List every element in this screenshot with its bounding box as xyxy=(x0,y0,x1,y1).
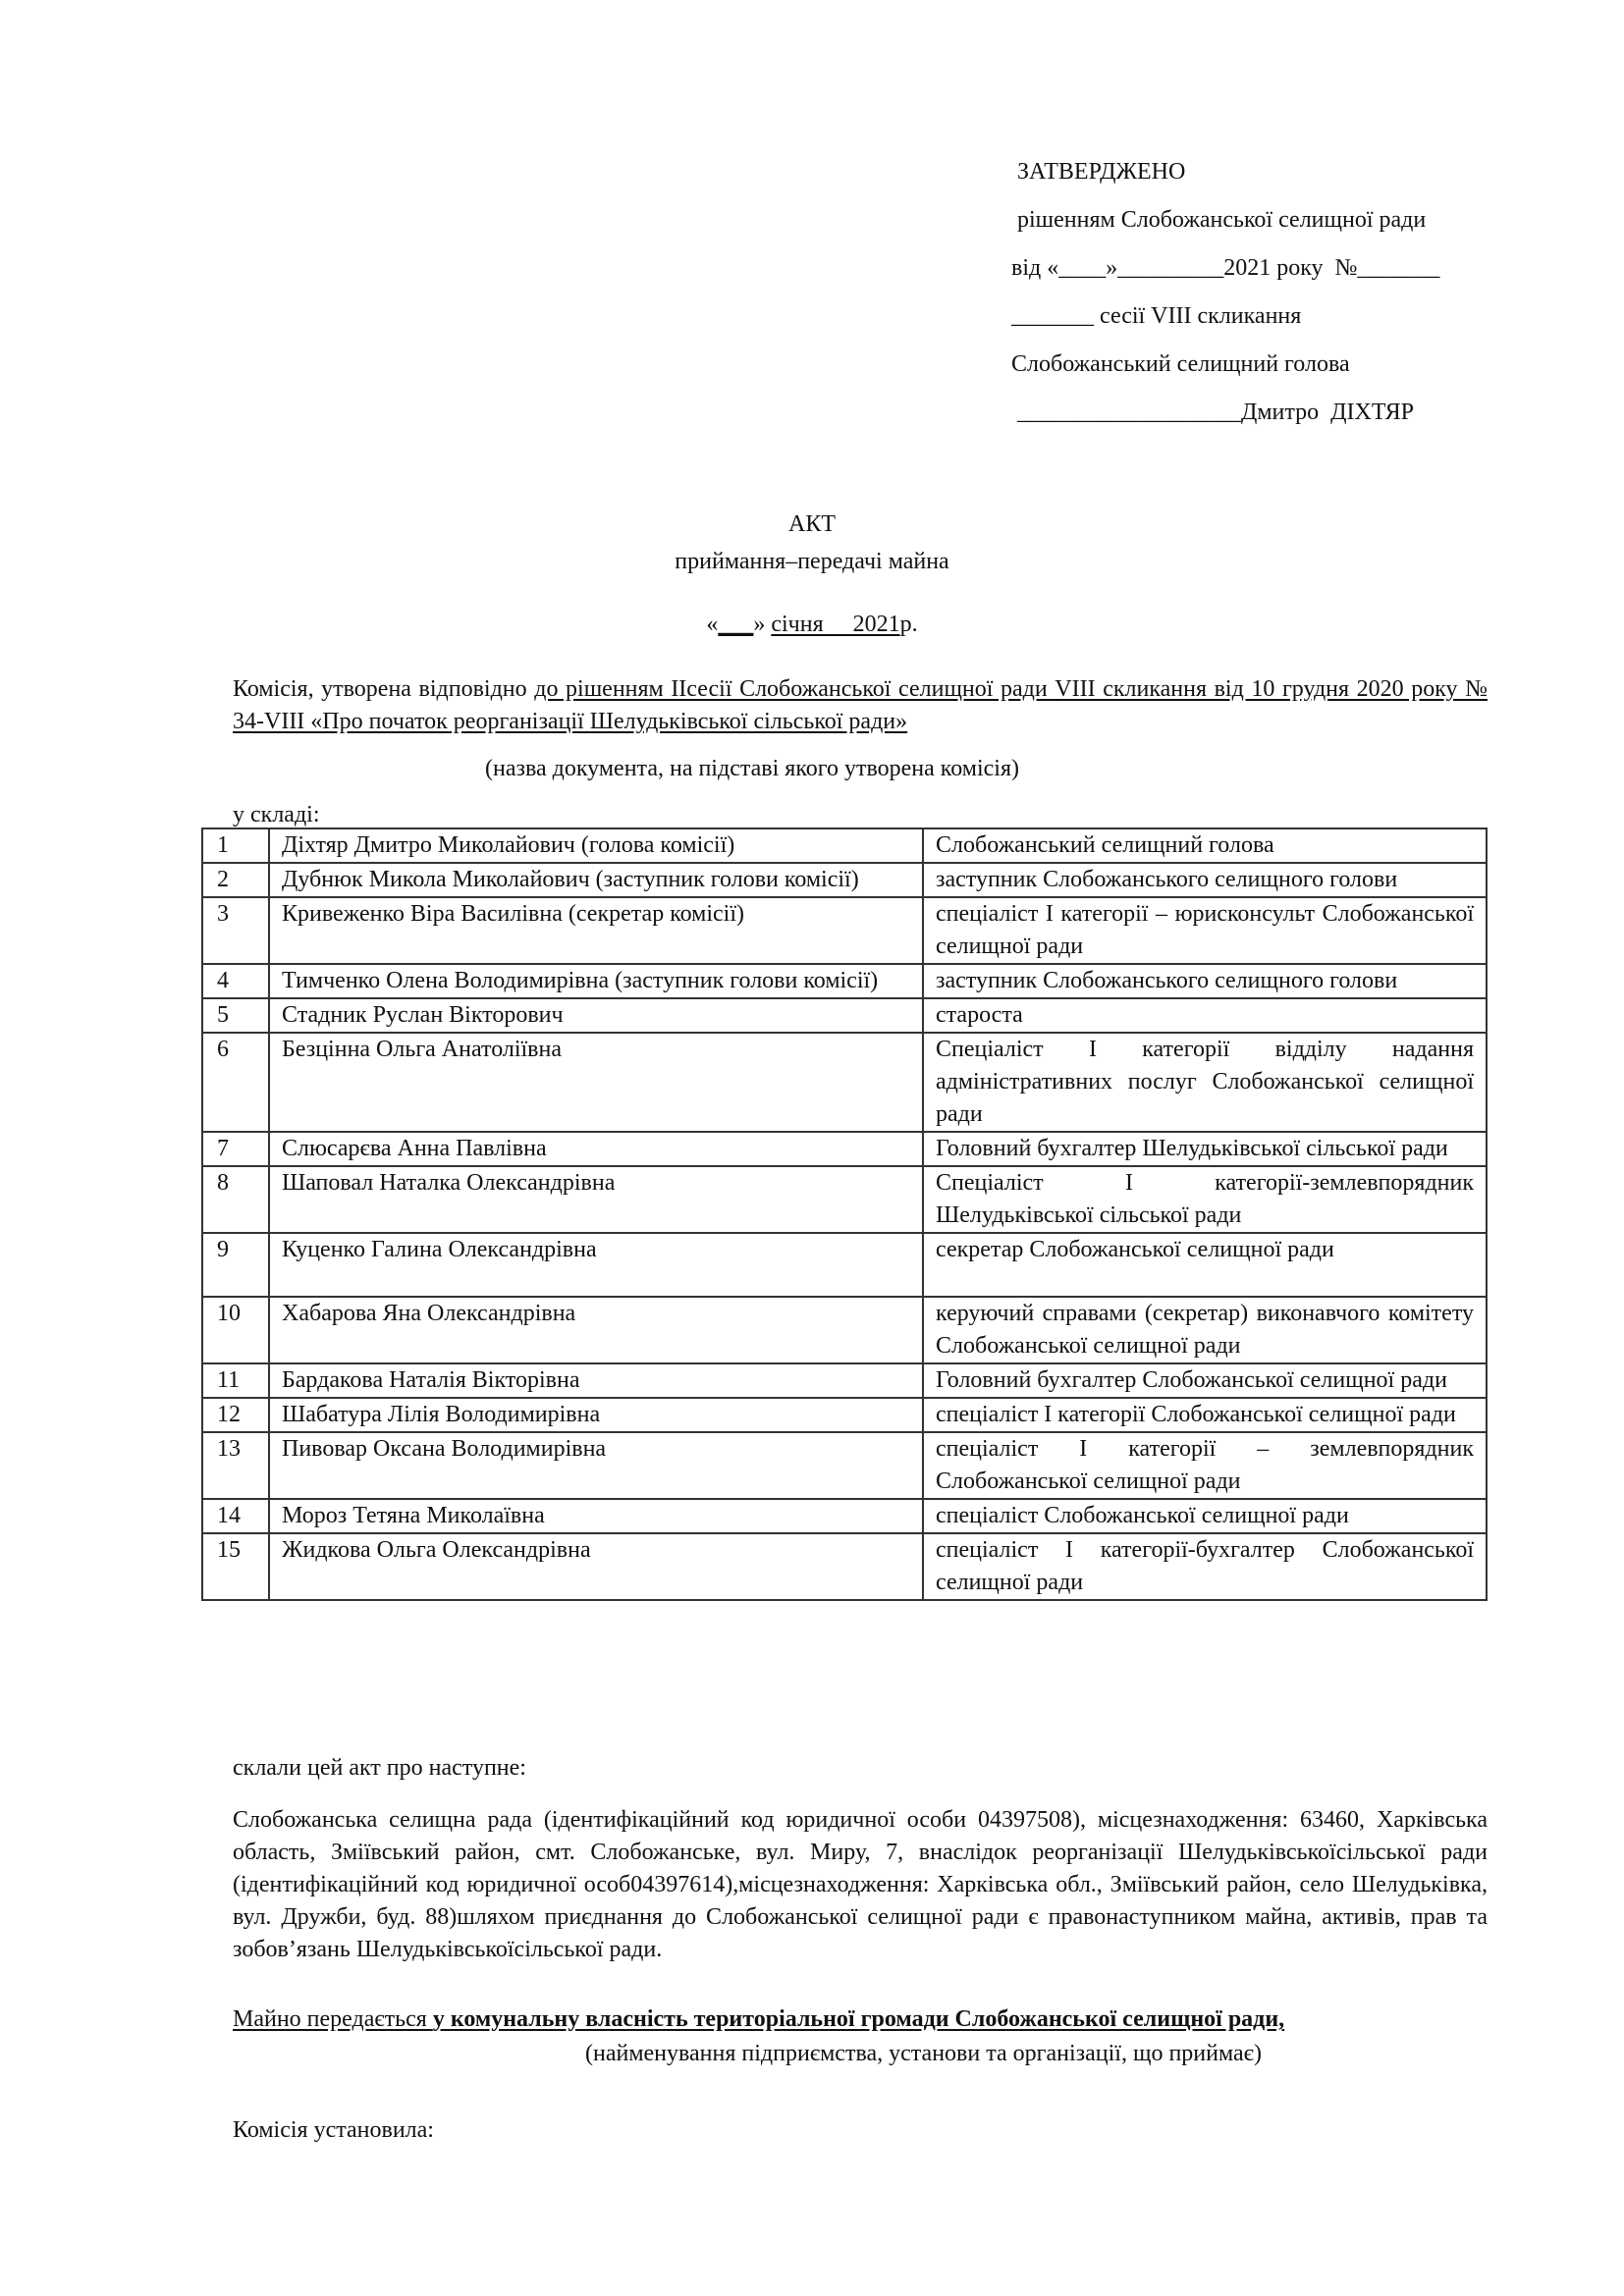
date-day-blank: ___ xyxy=(718,612,754,637)
member-position: спеціаліст Слобожанської селищної ради xyxy=(923,1499,1487,1533)
member-name: Тимченко Олена Володимирівна (заступник голови комісії) xyxy=(269,964,923,998)
member-name: Дубнюк Микола Миколайович (заступник голови комісії) xyxy=(269,863,923,897)
compiled-label: склали цей акт про наступне: xyxy=(233,1755,526,1781)
member-number: 14 xyxy=(202,1499,269,1533)
approval-title: ЗАТВЕРДЖЕНО xyxy=(1011,159,1186,185)
member-name: Пивовар Оксана Володимирівна xyxy=(269,1432,923,1499)
date-month-year: січня 2021 xyxy=(771,612,900,637)
document-date xyxy=(0,613,1624,636)
member-position: Головний бухгалтер Слобожанської селищної ради xyxy=(923,1363,1487,1398)
member-name: Шабатура Лілія Володимирівна xyxy=(269,1398,923,1432)
member-number: 2 xyxy=(202,863,269,897)
date-open-quote: « xyxy=(706,612,719,637)
member-position: спеціаліст І категорії – землевпорядник Слобожанської селищної ради xyxy=(923,1432,1487,1499)
member-name: Куценко Галина Олександрівна xyxy=(269,1233,923,1297)
member-number: 9 xyxy=(202,1233,269,1297)
member-row xyxy=(202,1132,1487,1166)
member-row xyxy=(202,1297,1487,1363)
member-position: заступник Слобожанського селищного голови xyxy=(923,863,1487,897)
transfer-statement xyxy=(233,2007,1284,2031)
member-number: 10 xyxy=(202,1297,269,1363)
member-position: староста xyxy=(923,998,1487,1033)
document-subtitle: приймання–передачі майна xyxy=(675,549,949,574)
member-row xyxy=(202,1233,1487,1297)
member-name: Хабарова Яна Олександрівна xyxy=(269,1297,923,1363)
composition-label: у складі: xyxy=(233,802,320,828)
member-number: 6 xyxy=(202,1033,269,1132)
member-number: 13 xyxy=(202,1432,269,1499)
commission-basis-document: до рішенням ІІсесії Слобожанської селищної ради VIII скликання від 10 грудня 2020 року № 34-VIII «Про початок реорганізації Шелудьківської сільської ради» xyxy=(233,676,1489,734)
member-position: Спеціаліст І категорії відділу надання адміністративних послуг Слобожанської селищної ради xyxy=(923,1033,1487,1132)
member-number: 8 xyxy=(202,1166,269,1233)
transfer-caption: (найменування підприємства, установи та організації, що приймає) xyxy=(585,2041,1262,2066)
member-position: спеціаліст І категорії – юрисконсульт Слобожанської селищної ради xyxy=(923,897,1487,964)
approval-signature-line xyxy=(1011,400,1414,424)
commission-basis-paragraph xyxy=(233,673,1488,738)
transfer-prefix: Майно передається xyxy=(233,2006,433,2032)
member-number: 3 xyxy=(202,897,269,964)
member-row xyxy=(202,964,1487,998)
member-position: керуючий справами (секретар) виконавчого комітету Слобожанської селищної ради xyxy=(923,1297,1487,1363)
member-position: Головний бухгалтер Шелудьківської сільської ради xyxy=(923,1132,1487,1166)
member-name: Мороз Тетяна Миколаївна xyxy=(269,1499,923,1533)
document-title: АКТ xyxy=(788,511,836,537)
member-name: Бардакова Наталія Вікторівна xyxy=(269,1363,923,1398)
member-name: Шаповал Наталка Олександрівна xyxy=(269,1166,923,1233)
member-row xyxy=(202,1033,1487,1132)
member-position: спеціаліст І категорії-бухгалтер Слобожанської селищної ради xyxy=(923,1533,1487,1600)
member-position: заступник Слобожанського селищного голови xyxy=(923,964,1487,998)
approval-decision-line: рішенням Слобожанської селищної ради xyxy=(1011,207,1427,233)
member-name: Стадник Руслан Вікторович xyxy=(269,998,923,1033)
member-number: 7 xyxy=(202,1132,269,1166)
member-name: Діхтяр Дмитро Миколайович (голова комісії) xyxy=(269,828,923,863)
member-row xyxy=(202,1499,1487,1533)
member-row xyxy=(202,1166,1487,1233)
member-position: Слобожанський селищний голова xyxy=(923,828,1487,863)
established-label: Комісія установила: xyxy=(233,2117,434,2143)
member-row xyxy=(202,1363,1487,1398)
commission-intro: Комісія, утворена відповідно xyxy=(233,676,535,702)
approval-head-title: Слобожанський селищний голова xyxy=(1011,351,1350,377)
member-name: Жидкова Ольга Олександрівна xyxy=(269,1533,923,1600)
signature-blank: ___________________ xyxy=(1011,400,1241,425)
member-row xyxy=(202,1398,1487,1432)
member-row xyxy=(202,1432,1487,1499)
member-name: Безцінна Ольга Анатоліївна xyxy=(269,1033,923,1132)
member-position: Спеціаліст І категорії-землевпорядник Шелудьківської сільської ради xyxy=(923,1166,1487,1233)
member-position: спеціаліст І категорії Слобожанської селищної ради xyxy=(923,1398,1487,1432)
member-number: 1 xyxy=(202,828,269,863)
member-number: 11 xyxy=(202,1363,269,1398)
date-suffix: р. xyxy=(899,612,918,637)
transfer-recipient: у комунальну власність територіальної громади Слобожанської селищної ради, xyxy=(432,2006,1285,2032)
commission-basis-caption: (назва документа, на підставі якого утворена комісія) xyxy=(485,756,1019,781)
member-row xyxy=(202,998,1487,1033)
approval-session-line: _______ сесії VIII скликання xyxy=(1011,303,1302,329)
member-row xyxy=(202,863,1487,897)
member-name: Слюсарєва Анна Павлівна xyxy=(269,1132,923,1166)
member-number: 12 xyxy=(202,1398,269,1432)
succession-paragraph: Слобожанська селищна рада (ідентифікаційний код юридичної особи 04397508), місцезнаходження: 63460, Харківська область, Зміївський район, смт. Слобожанське, вул. Миру, 7, внаслідок реорганізації Шелудьківськоїсільської ради (ідентифікаційний код юридичної особ04397614),місцезнаходження: Харківська обл., Зміївський район, село Шелудьківка, вул. Дружби, буд. 88)шляхом приєднання до Слобожанської селищної ради є правонаступником майна, активів, прав та зобов’язань Шелудьківськоїсільської ради. xyxy=(233,1807,1488,1962)
member-position: секретар Слобожанської селищної ради xyxy=(923,1233,1487,1297)
member-row xyxy=(202,897,1487,964)
member-number: 15 xyxy=(202,1533,269,1600)
member-row xyxy=(202,1533,1487,1600)
date-close-quote: » xyxy=(753,612,772,637)
member-number: 5 xyxy=(202,998,269,1033)
commission-members-table xyxy=(201,828,1488,1601)
signatory-name: Дмитро ДІХТЯР xyxy=(1241,400,1414,425)
member-row xyxy=(202,828,1487,863)
member-name: Кривеженко Віра Василівна (секретар комісії) xyxy=(269,897,923,964)
member-number: 4 xyxy=(202,964,269,998)
approval-date-line: від «____»_________2021 року №_______ xyxy=(1011,255,1440,281)
